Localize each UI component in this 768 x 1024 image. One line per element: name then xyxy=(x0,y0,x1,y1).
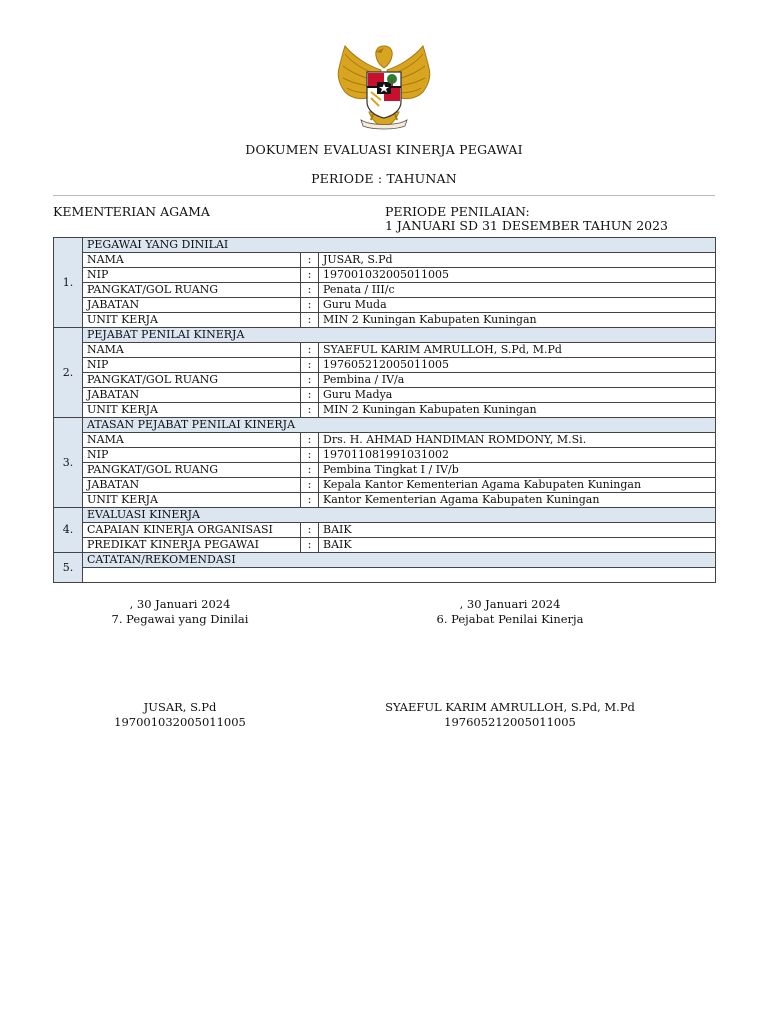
section-header-row xyxy=(54,418,716,433)
field-label: UNIT KERJA xyxy=(83,403,301,418)
field-value: Kepala Kantor Kementerian Agama Kabupaten Kuningan xyxy=(319,478,716,493)
table-row xyxy=(54,268,716,283)
field-value: MIN 2 Kuningan Kabupaten Kuningan xyxy=(319,403,716,418)
table-row xyxy=(54,358,716,373)
section-header-row xyxy=(54,238,716,253)
table-row xyxy=(54,283,716,298)
section-title: PEGAWAI YANG DINILAI xyxy=(83,238,716,253)
field-colon: : xyxy=(301,298,319,313)
section-number: 3. xyxy=(54,418,83,508)
divider xyxy=(53,195,715,196)
notes-cell xyxy=(83,568,716,583)
field-label: JABATAN xyxy=(83,388,301,403)
section-title: PEJABAT PENILAI KINERJA xyxy=(83,328,716,343)
field-colon: : xyxy=(301,478,319,493)
section-header-row xyxy=(54,508,716,523)
evaluation-table xyxy=(53,237,716,583)
right-signature-nip: 197605212005011005 xyxy=(444,715,576,729)
section-title: ATASAN PEJABAT PENILAI KINERJA xyxy=(83,418,716,433)
field-colon: : xyxy=(301,373,319,388)
field-label: NIP xyxy=(83,448,301,463)
table-row xyxy=(54,298,716,313)
field-value: 197011081991031002 xyxy=(319,448,716,463)
table-row xyxy=(54,523,716,538)
section-header-row xyxy=(54,553,716,568)
field-label: CAPAIAN KINERJA ORGANISASI xyxy=(83,523,301,538)
field-label: PANGKAT/GOL RUANG xyxy=(83,283,301,298)
field-colon: : xyxy=(301,493,319,508)
field-label: NIP xyxy=(83,268,301,283)
field-value: JUSAR, S.Pd xyxy=(319,253,716,268)
field-value: BAIK xyxy=(319,538,716,553)
field-label: PANGKAT/GOL RUANG xyxy=(83,463,301,478)
field-colon: : xyxy=(301,358,319,373)
field-label: PANGKAT/GOL RUANG xyxy=(83,373,301,388)
table-row xyxy=(54,538,716,553)
table-row xyxy=(54,403,716,418)
field-label: NAMA xyxy=(83,343,301,358)
document-title: DOKUMEN EVALUASI KINERJA PEGAWAI xyxy=(245,142,523,157)
section-number: 4. xyxy=(54,508,83,553)
table-row xyxy=(54,253,716,268)
field-value: Guru Muda xyxy=(319,298,716,313)
section-title: CATATAN/REKOMENDASI xyxy=(83,553,716,568)
field-colon: : xyxy=(301,343,319,358)
garuda-pancasila-emblem-icon xyxy=(331,40,437,132)
field-colon: : xyxy=(301,433,319,448)
left-signature-role: 7. Pegawai yang Dinilai xyxy=(111,612,249,626)
field-colon: : xyxy=(301,463,319,478)
table-row xyxy=(54,373,716,388)
left-signature-nip: 197001032005011005 xyxy=(114,715,246,729)
table-row xyxy=(54,313,716,328)
section-number: 5. xyxy=(54,553,83,583)
table-row xyxy=(54,388,716,403)
field-value: Drs. H. AHMAD HANDIMAN ROMDONY, M.Si. xyxy=(319,433,716,448)
field-label: NAMA xyxy=(83,433,301,448)
assessment-period-value: 1 JANUARI SD 31 DESEMBER TAHUN 2023 xyxy=(385,218,669,233)
field-colon: : xyxy=(301,448,319,463)
field-label: JABATAN xyxy=(83,298,301,313)
field-colon: : xyxy=(301,523,319,538)
field-value: Kantor Kementerian Agama Kabupaten Kuningan xyxy=(319,493,716,508)
right-signature-name: SYAEFUL KARIM AMRULLOH, S.Pd, M.Pd xyxy=(385,700,635,714)
table-row xyxy=(54,493,716,508)
field-value: Penata / III/c xyxy=(319,283,716,298)
field-value: SYAEFUL KARIM AMRULLOH, S.Pd, M.Pd xyxy=(319,343,716,358)
field-colon: : xyxy=(301,268,319,283)
field-label: NIP xyxy=(83,358,301,373)
field-colon: : xyxy=(301,253,319,268)
section-header-row xyxy=(54,328,716,343)
field-value: BAIK xyxy=(319,523,716,538)
field-label: UNIT KERJA xyxy=(83,493,301,508)
table-row xyxy=(54,343,716,358)
period-line: PERIODE : TAHUNAN xyxy=(311,171,457,186)
field-label: NAMA xyxy=(83,253,301,268)
field-label: PREDIKAT KINERJA PEGAWAI xyxy=(83,538,301,553)
table-row xyxy=(54,478,716,493)
field-colon: : xyxy=(301,283,319,298)
field-value: MIN 2 Kuningan Kabupaten Kuningan xyxy=(319,313,716,328)
left-signature-date: , 30 Januari 2024 xyxy=(129,597,231,611)
institution-name: KEMENTERIAN AGAMA xyxy=(53,204,210,219)
field-value: Pembina / IV/a xyxy=(319,373,716,388)
field-colon: : xyxy=(301,403,319,418)
left-signature-name: JUSAR, S.Pd xyxy=(143,700,217,714)
field-colon: : xyxy=(301,538,319,553)
table-row xyxy=(54,433,716,448)
field-value: 197605212005011005 xyxy=(319,358,716,373)
field-label: JABATAN xyxy=(83,478,301,493)
section-number: 2. xyxy=(54,328,83,418)
notes-row xyxy=(54,568,716,583)
field-value: 197001032005011005 xyxy=(319,268,716,283)
field-value: Guru Madya xyxy=(319,388,716,403)
field-colon: : xyxy=(301,388,319,403)
right-signature-date: , 30 Januari 2024 xyxy=(459,597,561,611)
assessment-period-label: PERIODE PENILAIAN: xyxy=(385,204,530,219)
section-title: EVALUASI KINERJA xyxy=(83,508,716,523)
table-row xyxy=(54,463,716,478)
field-label: UNIT KERJA xyxy=(83,313,301,328)
right-signature-role: 6. Pejabat Penilai Kinerja xyxy=(436,612,584,626)
section-number: 1. xyxy=(54,238,83,328)
field-value: Pembina Tingkat I / IV/b xyxy=(319,463,716,478)
table-row xyxy=(54,448,716,463)
field-colon: : xyxy=(301,313,319,328)
